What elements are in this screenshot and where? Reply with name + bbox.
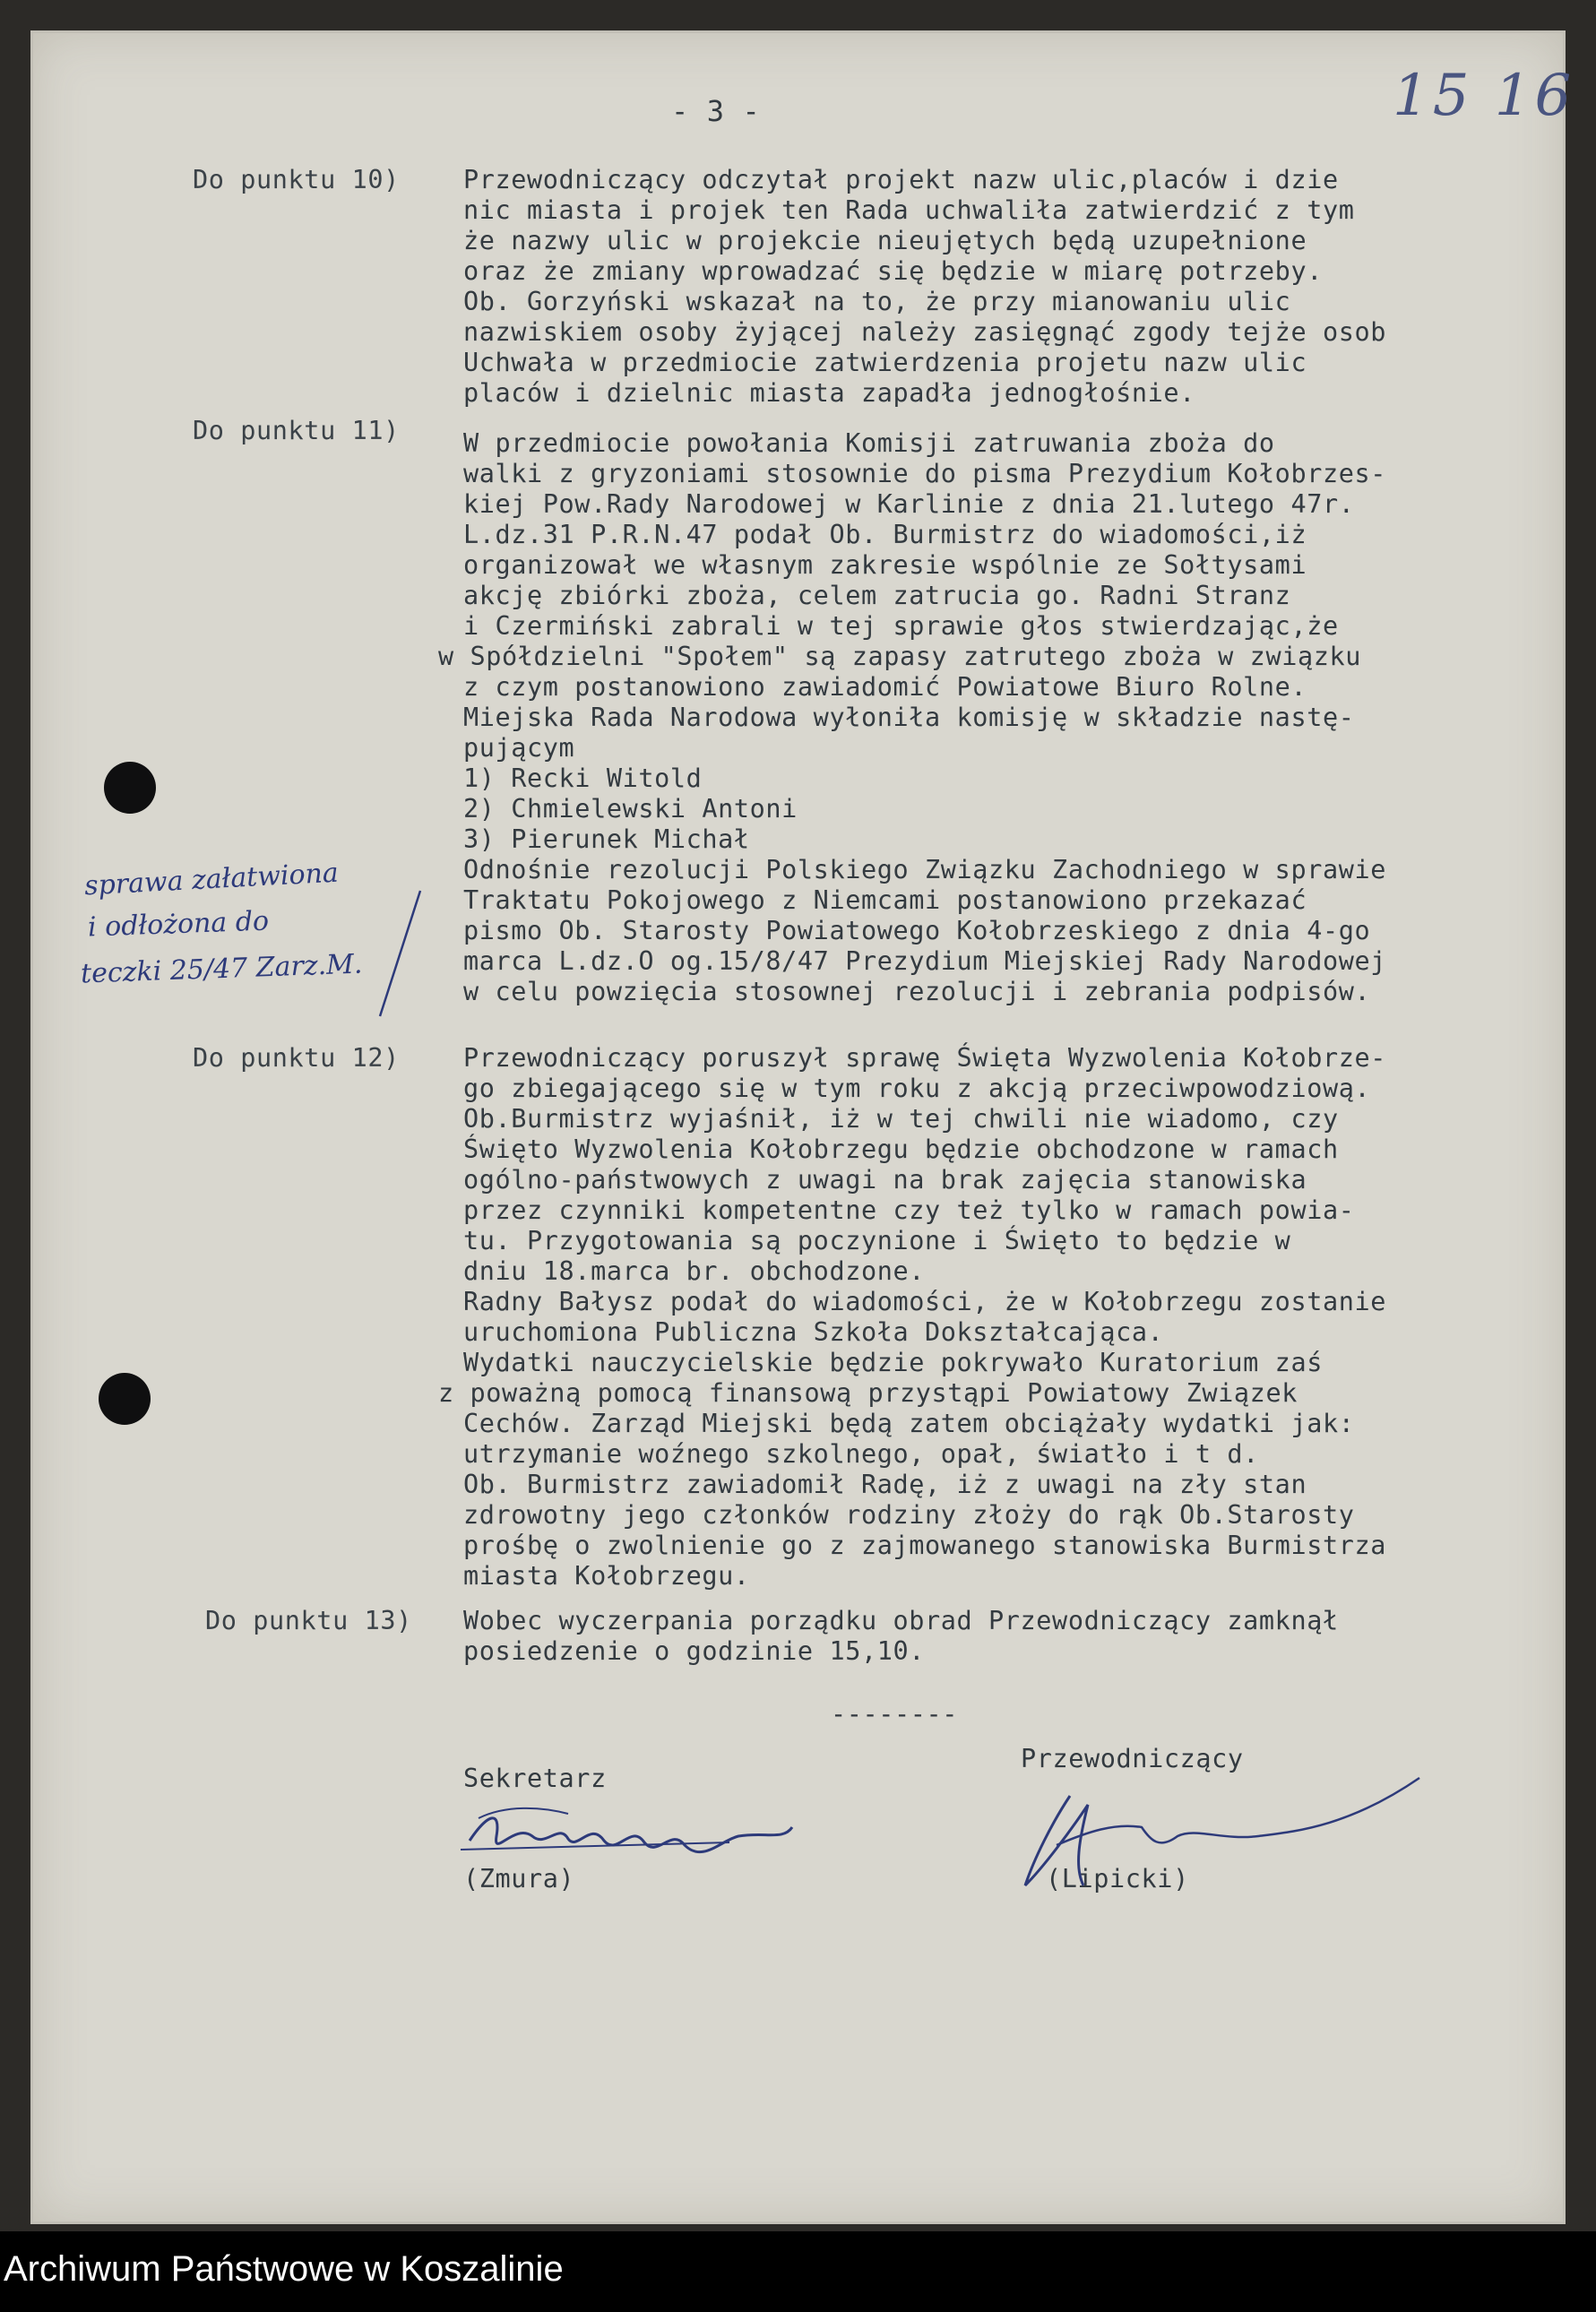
archive-footer bbox=[0, 2231, 1596, 2312]
text-line: zdrowotny jego członków rodziny złoży do rąk Ob.Starosty bbox=[463, 1500, 1355, 1530]
section-label-10: Do punktu 10) bbox=[193, 165, 400, 194]
section-label-13: Do punktu 13) bbox=[205, 1606, 412, 1635]
handwritten-signature-right bbox=[971, 1760, 1473, 1903]
signature-right-title: Przewodniczący bbox=[1021, 1744, 1244, 1773]
text-line: przez czynniki kompetentne czy też tylko w ramach powia- bbox=[463, 1195, 1355, 1225]
document-page bbox=[30, 30, 1575, 2224]
text-line: Uchwała w przedmiocie zatwierdzenia projetu nazw ulic bbox=[463, 348, 1307, 377]
text-line: Odnośnie rezolucji Polskiego Związku Zachodniego w sprawie bbox=[463, 855, 1386, 884]
margin-note-line: sprawa załatwiona bbox=[83, 857, 340, 902]
text-line: że nazwy ulic w projekcie nieujętych będą uzupełnione bbox=[463, 226, 1307, 255]
text-line: marca L.dz.O og.15/8/47 Prezydium Miejskiej Rady Narodowej bbox=[463, 946, 1386, 976]
punch-hole-top bbox=[104, 762, 156, 814]
text-line: Święto Wyzwolenia Kołobrzegu będzie obchodzone w ramach bbox=[463, 1134, 1339, 1164]
text-line: Przewodniczący poruszył sprawę Święta Wyzwolenia Kołobrze- bbox=[463, 1043, 1386, 1073]
separator-dashes: -------- bbox=[831, 1699, 959, 1729]
text-line: i Czermiński zabrali w tej sprawie głos stwierdzając,że bbox=[463, 611, 1339, 641]
signature-right-name: (Lipicki) bbox=[1046, 1864, 1189, 1894]
text-line: go zbiegającego się w tym roku z akcją przeciwpowodziową. bbox=[463, 1074, 1371, 1103]
text-line: z poważną pomocą finansową przystąpi Powiatowy Związek bbox=[438, 1378, 1298, 1408]
text-line: Wydatki nauczycielskie będzie pokrywało Kuratorium zaś bbox=[463, 1348, 1323, 1377]
text-line: Ob. Burmistrz zawiadomił Radę, iż z uwagi na zły stan bbox=[463, 1470, 1307, 1499]
margin-note-line: i odłożona do bbox=[87, 905, 270, 944]
text-line: posiedzenie o godzinie 15,10. bbox=[463, 1636, 925, 1666]
text-line: z czym postanowiono zawiadomić Powiatowe Biuro Rolne. bbox=[463, 672, 1307, 702]
text-line: Wobec wyczerpania porządku obrad Przewodniczący zamknął bbox=[463, 1606, 1339, 1635]
text-line: w Spółdzielni "Społem" są zapasy zatrutego zboża w związku bbox=[438, 642, 1361, 671]
text-line: prośbę o zwolnienie go z zajmowanego stanowiska Burmistrza bbox=[463, 1531, 1386, 1560]
margin-note-line: teczki 25/47 Zarz.M. bbox=[80, 948, 363, 990]
text-line: utrzymanie woźnego szkolnego, opał, światło i t d. bbox=[463, 1439, 1259, 1469]
text-line: placów i dzielnic miasta zapadła jednogłośnie. bbox=[463, 378, 1195, 408]
text-line: Ob. Gorzyński wskazał na to, że przy mianowaniu ulic bbox=[463, 287, 1291, 316]
margin-bracket-line bbox=[362, 882, 434, 1025]
margin-note bbox=[75, 857, 398, 1043]
committee-member: 3) Pierunek Michał bbox=[463, 824, 750, 854]
text-line: oraz że zmiany wprowadzać się będzie w miarę potrzeby. bbox=[463, 256, 1323, 286]
text-line: Traktatu Pokojowego z Niemcami postanowiono przekazać bbox=[463, 885, 1307, 915]
text-line: W przedmiocie powołania Komisji zatruwania zboża do bbox=[463, 428, 1275, 458]
section-label-11: Do punktu 11) bbox=[193, 416, 400, 445]
text-line: pismo Ob. Starosty Powiatowego Kołobrzeskiego z dnia 4-go bbox=[463, 916, 1371, 945]
text-line: L.dz.31 P.R.N.47 podał Ob. Burmistrz do wiadomości,iż bbox=[463, 520, 1307, 549]
text-line: dniu 18.marca br. obchodzone. bbox=[463, 1256, 925, 1286]
text-line: miasta Kołobrzegu. bbox=[463, 1561, 750, 1591]
text-line: Ob.Burmistrz wyjaśnił, iż w tej chwili nie wiadomo, czy bbox=[463, 1104, 1339, 1134]
signature-left-name: (Zmura) bbox=[463, 1864, 575, 1894]
signature-left-title: Sekretarz bbox=[463, 1764, 607, 1793]
text-line: nic miasta i projek ten Rada uchwaliła zatwierdzić z tym bbox=[463, 195, 1355, 225]
text-line: pującym bbox=[463, 733, 575, 763]
corner-folio-note: 15 16 bbox=[1393, 63, 1575, 129]
text-line: kiej Pow.Rady Narodowej w Karlinie z dnia 21.lutego 47r. bbox=[463, 489, 1355, 519]
text-line: Przewodniczący odczytał projekt nazw ulic,placów i dzie bbox=[463, 165, 1339, 194]
committee-member: 2) Chmielewski Antoni bbox=[463, 794, 798, 824]
archive-name: Archiwum Państwowe w Koszalinie bbox=[4, 2249, 564, 2289]
text-line: organizował we własnym zakresie wspólnie ze Sołtysami bbox=[463, 550, 1307, 580]
text-line: Radny Bałysz podał do wiadomości, że w Kołobrzegu zostanie bbox=[463, 1287, 1386, 1316]
text-line: tu. Przygotowania są poczynione i Święto to będzie w bbox=[463, 1226, 1291, 1255]
committee-member: 1) Recki Witold bbox=[463, 763, 703, 793]
text-line: Cechów. Zarząd Miejski będą zatem obciążały wydatki jak: bbox=[463, 1409, 1355, 1438]
text-line: uruchomiona Publiczna Szkoła Dokształcająca. bbox=[463, 1317, 1164, 1347]
text-line: ogólno-państwowych z uwagi na brak zajęcia stanowiska bbox=[463, 1165, 1307, 1195]
text-line: walki z gryzoniami stosownie do pisma Prezydium Kołobrzes- bbox=[463, 459, 1386, 488]
text-line: w celu powzięcia stosownej rezolucji i zebrania podpisów. bbox=[463, 977, 1371, 1006]
punch-hole-bottom bbox=[99, 1373, 151, 1425]
section-label-12: Do punktu 12) bbox=[193, 1043, 400, 1073]
page-number: - 3 - bbox=[671, 94, 761, 128]
text-line: akcję zbiórki zboża, celem zatrucia go. Radni Stranz bbox=[463, 581, 1291, 610]
handwritten-signature-left bbox=[434, 1787, 810, 1885]
text-line: Miejska Rada Narodowa wyłoniła komisję w składzie nastę- bbox=[463, 703, 1355, 732]
text-line: nazwiskiem osoby żyjącej należy zasięgnąć zgody tejże osob bbox=[463, 317, 1386, 347]
